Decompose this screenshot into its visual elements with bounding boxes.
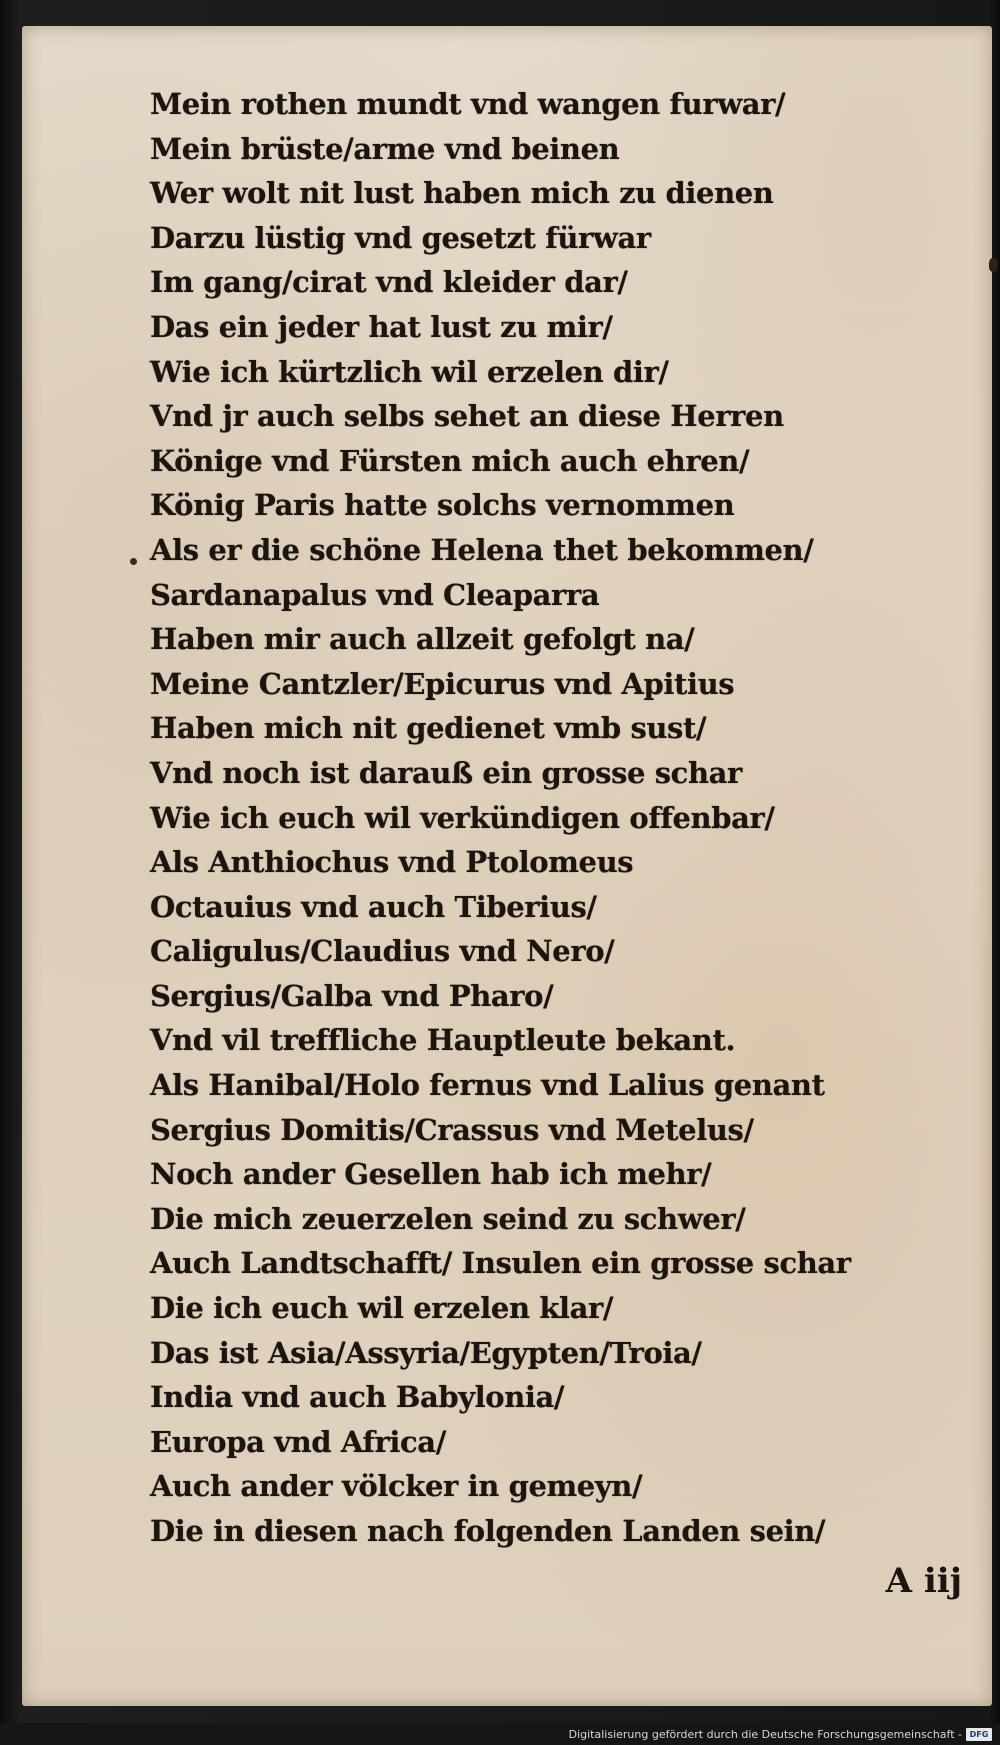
verse-line: Wie ich euch wil verkündigen offenbar/ [150,800,775,835]
verse-line: Im gang/cirat vnd kleider dar/ [150,265,628,300]
verse-line: Auch ander völcker in gemeyn/ [150,1469,643,1504]
verse-line: India vnd auch Babylonia/ [150,1380,565,1415]
verse-line: Das ein jeder hat lust zu mir/ [150,309,613,344]
verse-line: Haben mir auch allzeit gefolgt na/ [150,622,695,657]
verse-line: Könige vnd Fürsten mich auch ehren/ [150,443,750,478]
verse-line: Darzu lüstig vnd gesetzt fürwar [150,220,651,255]
verse-line: Vnd noch ist darauß ein grosse schar [150,755,742,790]
verse-line: Auch Landtschafft/ Insulen ein grosse schar [150,1246,851,1281]
verse-line: König Paris hatte solchs vernommen [150,488,735,523]
verse-line: Als Hanibal/Holo fernus vnd Lalius genant [150,1068,825,1103]
verse-line: Wie ich kürtzlich wil erzelen dir/ [150,354,669,389]
verse-line: Die mich zeuerzelen seind zu schwer/ [150,1201,746,1236]
book-page [22,26,992,1706]
verse-line: Vnd jr auch selbs sehet an diese Herren [150,399,784,434]
verse-line: Europa vnd Africa/ [150,1424,446,1459]
verse-line: Sardanapalus vnd Cleaparra [150,577,600,612]
verse-line: Die in diesen nach folgenden Landen sein/ [150,1514,826,1548]
signature-mark: A iij [885,1561,962,1601]
verse-line: Als er die schöne Helena thet bekommen/ [150,532,814,567]
verse-line: Sergius Domitis/Crassus vnd Metelus/ [150,1112,754,1147]
verse-line: Haben mich nit gedienet vmb sust/ [150,711,707,746]
dfg-logo: DFG [966,1728,992,1741]
verse-line: Mein rothen mundt vnd wangen furwar/ [150,87,786,121]
edge-mark [989,258,998,272]
verse-line: Noch ander Gesellen hab ich mehr/ [150,1157,712,1192]
verse-text-block [150,82,970,1554]
verse-line: Wer wolt nit lust haben mich zu dienen [150,176,774,211]
verse-line: Mein brüste/arme vnd beinen [150,131,620,166]
footer-bar [0,1723,1000,1745]
verse-line: Das ist Asia/Assyria/Egypten/Troia/ [150,1335,702,1370]
verse-line: Octauius vnd auch Tiberius/ [150,889,597,924]
verse-line: Caligulus/Claudius vnd Nero/ [150,934,615,969]
verse-line: Vnd vil treffliche Hauptleute bekant. [150,1023,736,1058]
verse-line: Sergius/Galba vnd Pharo/ [150,978,554,1013]
verse-line: Die ich euch wil erzelen klar/ [150,1291,614,1326]
verse-line: Meine Cantzler/Epicurus vnd Apitius [150,666,735,701]
margin-dot-mark [130,558,137,565]
verse-line: Als Anthiochus vnd Ptolomeus [150,845,634,880]
digitization-credit: Digitalisierung gefördert durch die Deutsche Forschungsgemeinschaft - [568,1728,962,1741]
